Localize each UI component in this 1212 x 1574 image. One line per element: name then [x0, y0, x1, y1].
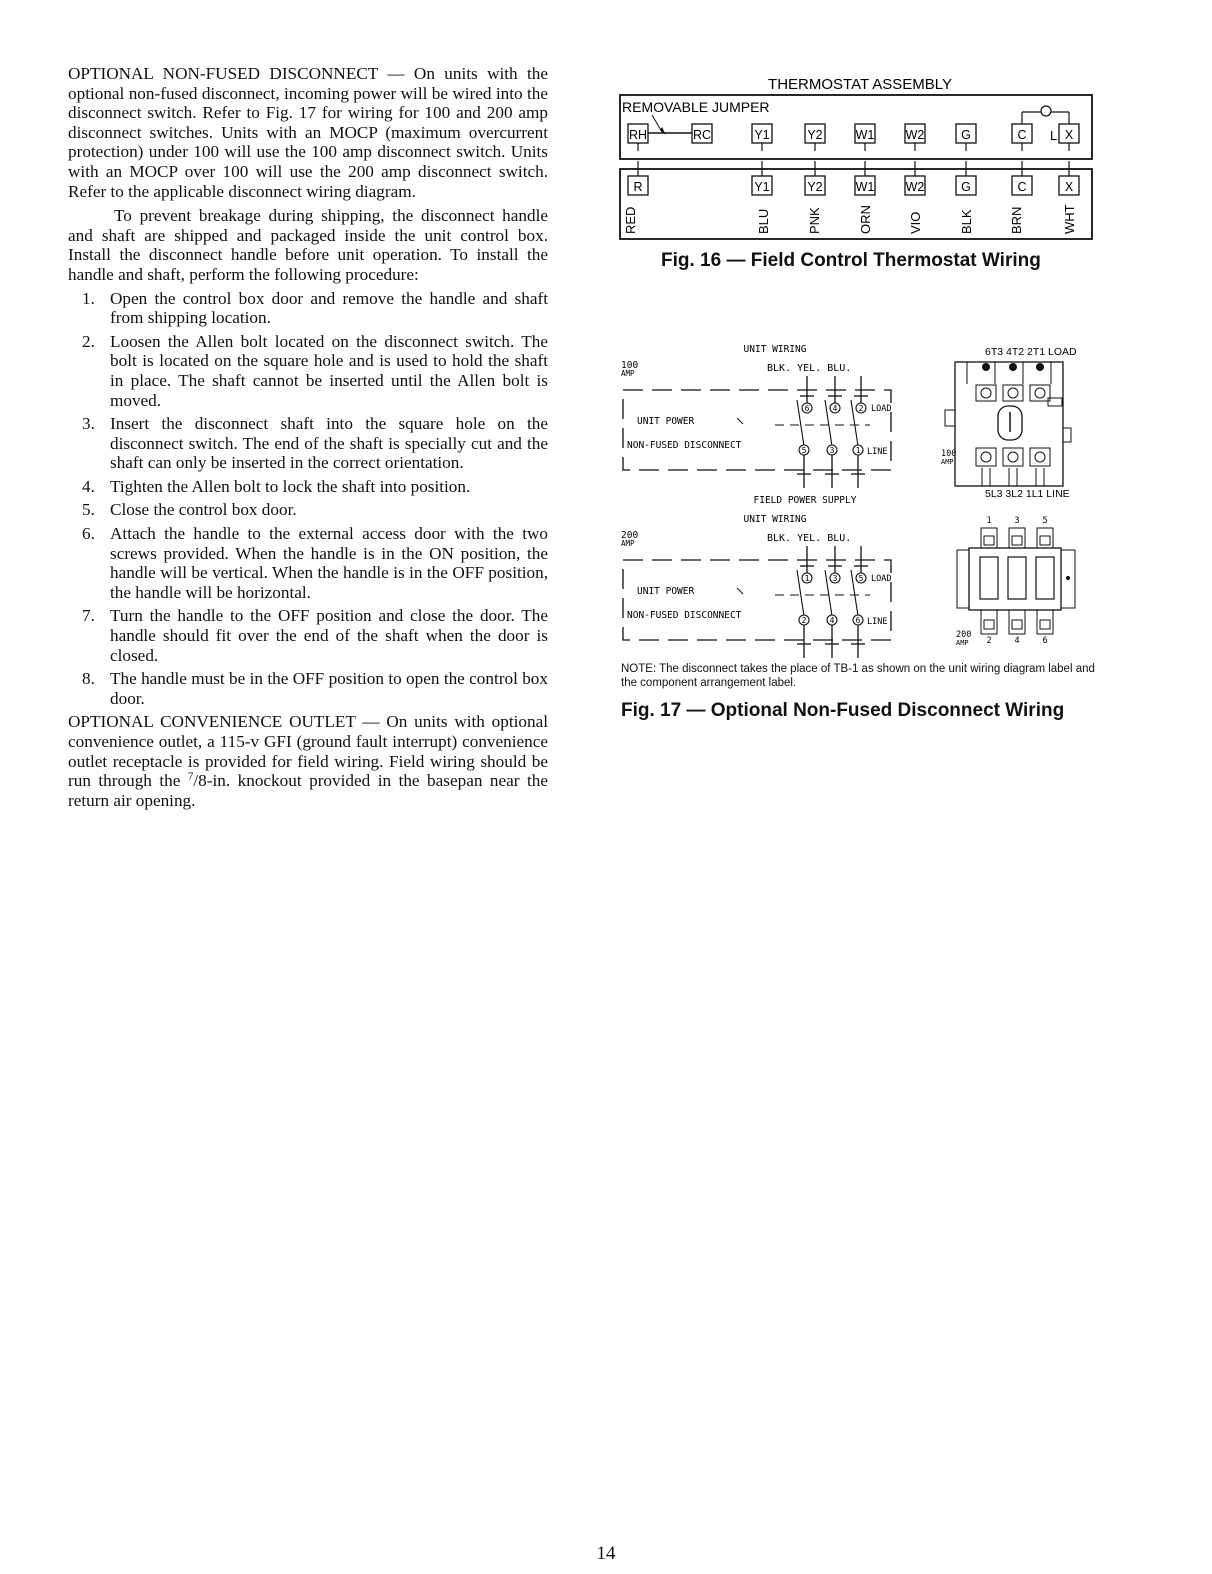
amp-label: AMP: [941, 458, 954, 466]
amp-label: 200: [956, 630, 972, 640]
subbase-terminals: [623, 161, 1079, 234]
load-terminals-label: 6T3 4T2 2T1 LOAD: [985, 346, 1077, 358]
terminal-label: W1: [855, 180, 875, 194]
fig16-diagram: [610, 68, 1100, 248]
fig17-diagram: [615, 340, 1105, 660]
list-item: 8. The handle must be in the OFF position to open the control box door.: [82, 669, 548, 708]
unit-power-label: UNIT POWER: [637, 586, 695, 597]
wire-colors-label: BLK. YEL. BLU.: [767, 363, 852, 374]
handle-intro-paragraph: To prevent breakage during shipping, the disconnect handle and shaft are shipped and packaged inside the unit control box. Install the disconnect handle before unit operation. To install the handle and shaft, perform the following procedure:: [68, 206, 548, 284]
terminal-label: G: [961, 180, 971, 194]
terminal-label: R: [633, 180, 643, 194]
unit-power-label: UNIT POWER: [637, 416, 695, 427]
terminal-label: Y1: [754, 180, 770, 194]
field-power-label: FIELD POWER SUPPLY: [753, 495, 857, 506]
indicator-icon: [1041, 106, 1051, 116]
wire-color-label: PNK: [807, 207, 822, 234]
list-item: 6. Attach the handle to the external access door with the two screws provided. When the handle is in the ON position, the handle will be vertical. When the handle is in the OFF position, the handle will be horizontal.: [82, 524, 548, 602]
switch-200-drawing: [956, 516, 1075, 647]
terminal-label: X: [1064, 128, 1074, 142]
fig17-note: NOTE: The disconnect takes the place of TB-1 as shown on the unit wiring diagram label and the component arrangement label.: [621, 663, 1095, 689]
unit-wiring-label: UNIT WIRING: [743, 344, 807, 355]
switch-100-drawing: [941, 346, 1077, 500]
amp-label: AMP: [956, 639, 969, 647]
amp-label: 100: [941, 449, 957, 459]
terminal-label: RH: [628, 128, 648, 142]
list-item: 7. Turn the handle to the OFF position and close the door. The handle should fit over the end of the shaft when the door is closed.: [82, 606, 548, 665]
wire-color-label: VIO: [908, 211, 923, 234]
fig17-caption: Fig. 17 — Optional Non-Fused Disconnect Wiring: [621, 700, 1065, 721]
terminal-label: C: [1017, 128, 1027, 142]
switch-terminal-number: 6: [1042, 636, 1048, 646]
terminal-number: 4: [829, 616, 835, 625]
thermostat-assembly-title: THERMOSTAT ASSEMBLY: [768, 76, 952, 93]
wire-color-label: RED: [623, 206, 638, 234]
outlet-heading: OPTIONAL CONVENIENCE OUTLET: [68, 712, 356, 732]
terminal-number: 3: [829, 446, 835, 455]
terminal-number: 6: [855, 616, 861, 625]
wire-color-label: BLK: [959, 209, 974, 234]
terminal-number: 5: [858, 574, 864, 583]
terminal-number: 4: [832, 404, 838, 413]
disconnect-200-schematic: [621, 514, 891, 660]
switch-terminal-number: 1: [986, 516, 992, 526]
terminal-label: Y2: [807, 180, 823, 194]
disconnect-heading: OPTIONAL NON-FUSED DISCONNECT: [68, 64, 378, 83]
switch-terminal-number: 3: [1014, 516, 1020, 526]
unit-wiring-label: UNIT WIRING: [743, 514, 807, 525]
outlet-paragraph: OPTIONAL CONVENIENCE OUTLET — On units with optional convenience outlet, a 115-v GFI (ground fault interrupt) convenience outlet receptacle is provided for field wiring. Field wiring should be run through the $^7$/8-in. knockout provided in the basepan near the return air opening.: [68, 712, 548, 810]
terminal-number: 2: [858, 404, 864, 413]
terminal-label: RC: [692, 128, 712, 142]
list-item: 1. Open the control box door and remove the handle and shaft from shipping location.: [82, 288, 548, 328]
amp-label: 100: [621, 360, 639, 371]
amp-label: 200: [621, 530, 639, 541]
terminal-label: G: [961, 128, 971, 142]
list-item: 4. Tighten the Allen bolt to lock the shaft into position.: [82, 476, 471, 496]
terminal-label: W2: [905, 180, 925, 194]
list-item: 2. Loosen the Allen bolt located on the disconnect switch. The bolt is located on the square hole and is used to hold the shaft in place. The shaft cannot be inserted until the Allen bolt is moved.: [82, 331, 548, 410]
wire-color-label: WHT: [1062, 204, 1077, 234]
list-item: 5. Close the control box door.: [82, 500, 297, 520]
terminal-number: 1: [855, 446, 861, 455]
terminal-label: X: [1064, 180, 1074, 194]
terminal-number: 5: [801, 446, 807, 455]
terminal-number: 6: [804, 404, 810, 413]
terminal-label: Y2: [807, 128, 823, 142]
terminal-label: Y1: [754, 128, 770, 142]
terminal-label: W1: [855, 128, 875, 142]
load-label: LOAD: [871, 404, 892, 414]
list-item: 3. Insert the disconnect shaft into the square hole on the disconnect switch. The end of the shaft is specially cut and the shaft can only be inserted in the correct orientation.: [82, 414, 548, 473]
wire-color-label: ORN: [858, 205, 873, 234]
disconnect-body: On units with the optional non-fused disconnect, incoming power will be wired into the disconnect switch. Refer to Fig. 17 for wiring for 100 and 200 amp disconnect switches. Units with an MOCP (maximum overcurrent protection) under 100 will use the 100 amp disconnect switch. Units with an MOCP over 100 will use the 200 amp disconnect switch. Refer to the applicable disconnect wiring diagram.: [68, 64, 548, 201]
left-column: [68, 64, 548, 810]
switch-terminal-number: 4: [1014, 636, 1020, 646]
disconnect-paragraph: OPTIONAL NON-FUSED DISCONNECT — On units with the optional non-fused disconnect, incoming power will be wired into the disconnect switch. Refer to Fig. 17 for wiring for 100 and 200 amp disconnect switches. Units with an MOCP (maximum overcurrent protection) under 100 will use the 100 amp disconnect switch. Units with an MOCP over 100 will use the 200 amp disconnect switch. Refer to the applicable disconnect wiring diagram.: [68, 64, 548, 201]
wire-color-label: BLU: [756, 208, 771, 234]
disconnect-100-schematic: [621, 344, 891, 506]
nfd-label: NON-FUSED DISCONNECT: [627, 610, 742, 621]
procedure-list: [68, 289, 548, 709]
fig16-caption: Fig. 16 — Field Control Thermostat Wiring: [661, 250, 1041, 271]
page-number: 14: [596, 1543, 616, 1564]
terminal-label: W2: [905, 128, 925, 142]
terminal-number: 2: [801, 616, 807, 625]
terminal-label: C: [1017, 180, 1027, 194]
l-label: L: [1050, 128, 1058, 143]
line-label: LINE: [867, 447, 888, 457]
switch-terminal-number: 2: [986, 636, 992, 646]
line-terminals-label: 5L3 3L2 1L1 LINE: [985, 488, 1070, 500]
amp-label: AMP: [621, 369, 635, 378]
terminal-number: 1: [804, 574, 810, 583]
terminal-number: 3: [832, 574, 838, 583]
load-label: LOAD: [871, 574, 892, 584]
switch-terminal-number: 5: [1042, 516, 1048, 526]
switch-body: [955, 362, 1063, 486]
line-label: LINE: [867, 617, 888, 627]
removable-jumper-label: REMOVABLE JUMPER: [622, 99, 770, 115]
nfd-label: NON-FUSED DISCONNECT: [627, 440, 742, 451]
wire-color-label: BRN: [1009, 206, 1024, 234]
wire-colors-label: BLK. YEL. BLU.: [767, 533, 852, 544]
amp-label: AMP: [621, 539, 635, 548]
